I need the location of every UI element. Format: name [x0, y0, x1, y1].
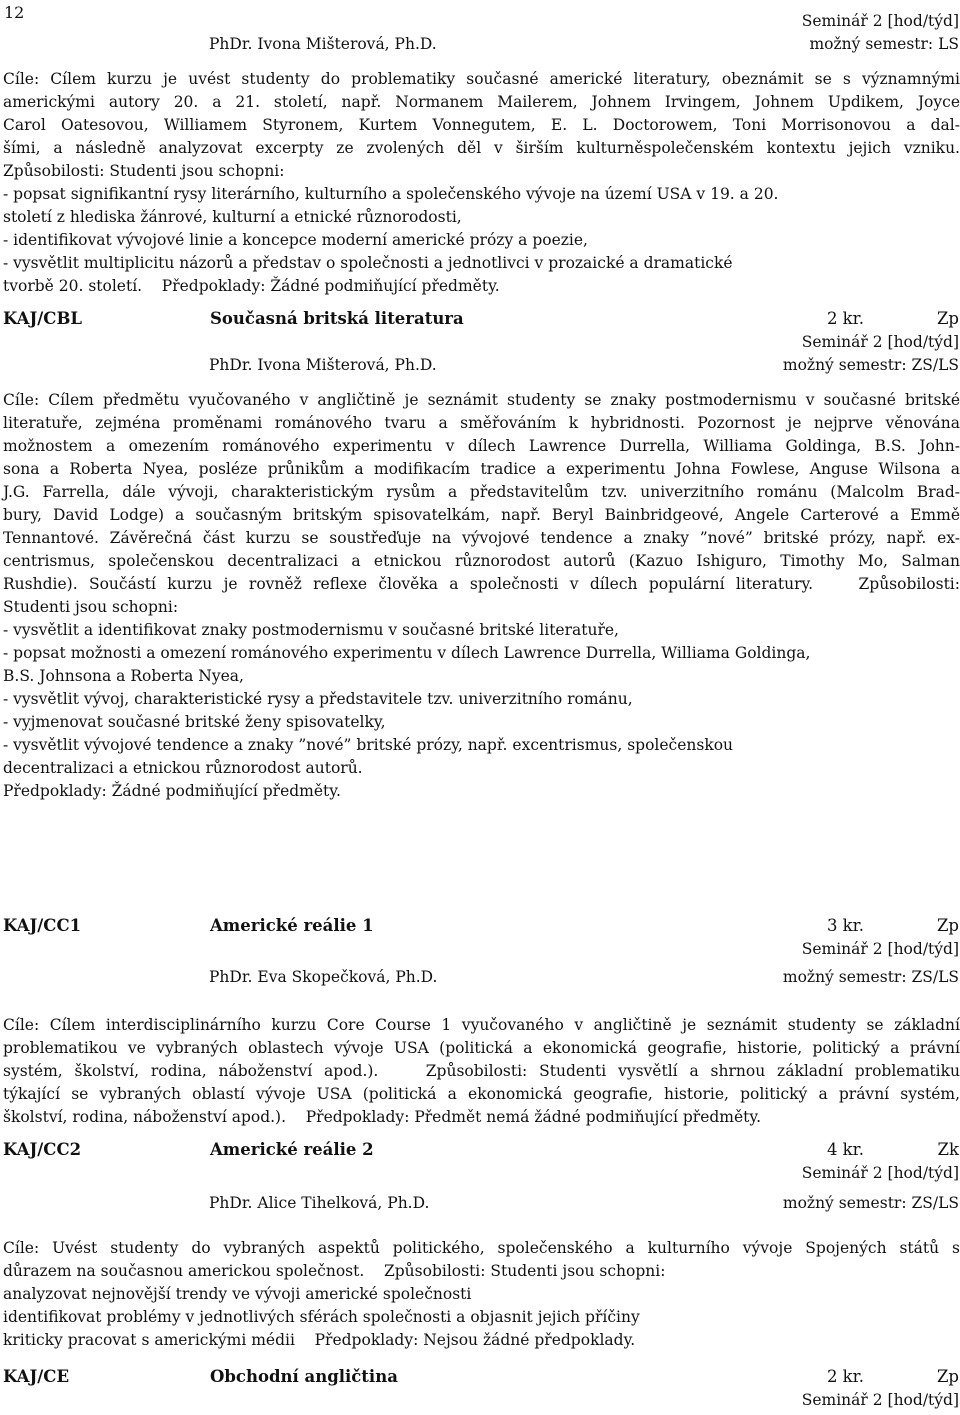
- text-line: bury, David Lodge) a současným britským spisovatelkám, např. Beryl Bainbridgeové, Angele Carterové a Emmě: [3, 506, 960, 524]
- course-completion: Zp: [936, 309, 959, 328]
- text-line: americkými autory 20. a 21. století, např. Normanem Mailerem, Johnem Irvingem, Johnem Updikem, Joyce: [3, 93, 960, 111]
- page-number: 12: [4, 3, 25, 22]
- text-line: Carol Oatesovou, Williamem Styronem, Kurtem Vonnegutem, E. L. Doctorowem, Toni Morrisonovou a dal-: [3, 116, 960, 134]
- course-credits: 2 kr.: [826, 1367, 864, 1386]
- text-line: J.G. Farrella, dále vývoji, charakteristickým rysům a představitelům tzv. univerzitního románu (Malcolm Brad-: [3, 483, 960, 501]
- seminar-hours: Seminář 2 [hod/týd]: [801, 12, 959, 30]
- text-line: šími, a následně analyzovat excerpty ze zvolených děl v širším kulturněspolečenském kontextu jejich vzniku.: [3, 139, 960, 157]
- seminar-hours: Seminář 2 [hod/týd]: [801, 1164, 959, 1182]
- seminar-hours: Seminář 2 [hod/týd]: [801, 333, 959, 351]
- course-code: KAJ/CC2: [3, 1140, 82, 1159]
- text-line: století z hlediska žánrové, kulturní a etnické různorodosti,: [3, 208, 462, 226]
- text-line: kriticky pracovat s americkými médii Předpoklady: Nejsou žádné předpoklady.: [3, 1331, 636, 1349]
- lecturer-name: PhDr. Eva Skopečková, Ph.D.: [209, 968, 438, 986]
- lecturer-name: PhDr. Alice Tihelková, Ph.D.: [209, 1194, 430, 1212]
- semester-info: možný semestr: LS: [809, 35, 959, 53]
- text-line: analyzovat nejnovější trendy ve vývoji americké společnosti: [3, 1285, 472, 1303]
- text-line: systém, školství, rodina, náboženství apod.). Způsobilosti: Studenti vysvětlí a shrnou základní problematiku: [3, 1062, 960, 1080]
- course-code: KAJ/CC1: [3, 916, 82, 935]
- course-credits: 2 kr.: [826, 309, 864, 328]
- text-line: Cíle: Cílem předmětu vyučovaného v angličtině je seznámit studenty se znaky postmodernismu v současné britské: [3, 391, 960, 409]
- course-credits: 3 kr.: [826, 916, 864, 935]
- text-line: - vysvětlit multiplicitu názorů a představ o společnosti a jednotlivci v prozaické a dramatické: [3, 254, 733, 272]
- course-title: Obchodní angličtina: [210, 1367, 398, 1386]
- course-header: [3, 1139, 960, 1161]
- text-line: Studenti jsou schopni:: [3, 598, 179, 616]
- text-line: - identifikovat vývojové linie a koncepce moderní americké prózy a poezie,: [3, 231, 588, 249]
- text-line: Rushdie). Součástí kurzu je rovněž reflexe člověka a společnosti v dílech populární literatury. Způsobilosti:: [3, 575, 960, 593]
- text-line: - vysvětlit vývoj, charakteristické rysy a představitele tzv. univerzitního románu,: [3, 690, 633, 708]
- course-title: Americké reálie 2: [210, 1140, 374, 1159]
- course-header: [3, 308, 960, 330]
- text-line: - vysvětlit a identifikovat znaky postmodernismu v současné britské literatuře,: [3, 621, 619, 639]
- text-line: centrismus, společenskou decentralizaci a etnickou různorodost autorů (Kazuo Ishiguro, Timothy Mo, Salman: [3, 552, 960, 570]
- semester-info: možný semestr: ZS/LS: [782, 968, 959, 986]
- course-completion: Zp: [936, 1367, 959, 1386]
- text-line: problematikou ve vybraných oblastech vývoje USA (politická a ekonomická geografie, historie, politický a právní: [3, 1039, 960, 1057]
- text-line: - vysvětlit vývojové tendence a znaky ”nové” britské prózy, např. excentrismus, společenskou: [3, 736, 734, 754]
- text-line: - vyjmenovat současné britské ženy spisovatelky,: [3, 713, 386, 731]
- text-line: Cíle: Cílem interdisciplinárního kurzu Core Course 1 vyučovaného v angličtině je seznámit studenty se základní: [3, 1016, 960, 1034]
- course-header: [3, 1366, 960, 1388]
- text-line: - popsat signifikantní rysy literárního, kulturního a společenského vývoje na území USA v 19. a 20.: [3, 185, 779, 203]
- text-line: decentralizaci a etnickou různorodost autorů.: [3, 759, 363, 777]
- course-completion: Zp: [936, 916, 959, 935]
- seminar-hours: Seminář 2 [hod/týd]: [801, 940, 959, 958]
- text-line: Tennantové. Závěrečná část kurzu se soustřeďuje na vývojové tendence a znaky ”nové” britské prózy, např. ex-: [3, 529, 960, 547]
- course-code: KAJ/CBL: [3, 309, 82, 328]
- text-line: B.S. Johnsona a Roberta Nyea,: [3, 667, 244, 685]
- course-title: Současná britská literatura: [210, 309, 464, 328]
- text-line: Cíle: Cílem kurzu je uvést studenty do problematiky současné americké literatury, obeznámit se s významnými: [3, 70, 960, 88]
- course-credits: 4 kr.: [826, 1140, 864, 1159]
- text-line: důrazem na současnou americkou společnost. Způsobilosti: Studenti jsou schopni:: [3, 1262, 666, 1280]
- text-line: Způsobilosti: Studenti jsou schopni:: [3, 162, 285, 180]
- text-line: Předpoklady: Žádné podmiňující předměty.: [3, 782, 341, 800]
- course-header: [3, 915, 960, 937]
- text-line: Cíle: Uvést studenty do vybraných aspektů politického, společenského a kulturního vývoje Spojených států s: [3, 1239, 960, 1257]
- course-completion: Zk: [937, 1140, 959, 1159]
- course-title: Americké reálie 1: [210, 916, 374, 935]
- text-line: tvorbě 20. století. Předpoklady: Žádné podmiňující předměty.: [3, 277, 500, 295]
- lecturer-name: PhDr. Ivona Mišterová, Ph.D.: [209, 35, 437, 53]
- text-line: - popsat možnosti a omezení románového experimentu v dílech Lawrence Durrella, Williama Goldinga,: [3, 644, 811, 662]
- text-line: identifikovat problémy v jednotlivých sférách společnosti a objasnit jejich příčiny: [3, 1308, 640, 1326]
- semester-info: možný semestr: ZS/LS: [782, 1194, 959, 1212]
- course-code: KAJ/CE: [3, 1367, 70, 1386]
- text-line: týkající se vybraných oblastí vývoje USA (politická a ekonomická geografie, historie, politický a právní systém,: [3, 1085, 960, 1103]
- text-line: literatuře, zejména proměnami románového tvaru a směřováním k hybridnosti. Pozornost je nejprve věnována: [3, 414, 960, 432]
- text-line: možnostem a omezením románového experimentu v dílech Lawrence Durrella, Williama Goldinga, B.S. John-: [3, 437, 960, 455]
- seminar-hours: Seminář 2 [hod/týd]: [801, 1391, 959, 1409]
- lecturer-name: PhDr. Ivona Mišterová, Ph.D.: [209, 356, 437, 374]
- semester-info: možný semestr: ZS/LS: [782, 356, 959, 374]
- text-line: školství, rodina, náboženství apod.). Předpoklady: Předmět nemá žádné podmiňující předměty.: [3, 1108, 762, 1126]
- text-line: sona a Roberta Nyea, posléze průnikům a modifikacím tradice a experimentu Johna Fowlese, Anguse Wilsona a: [3, 460, 960, 478]
